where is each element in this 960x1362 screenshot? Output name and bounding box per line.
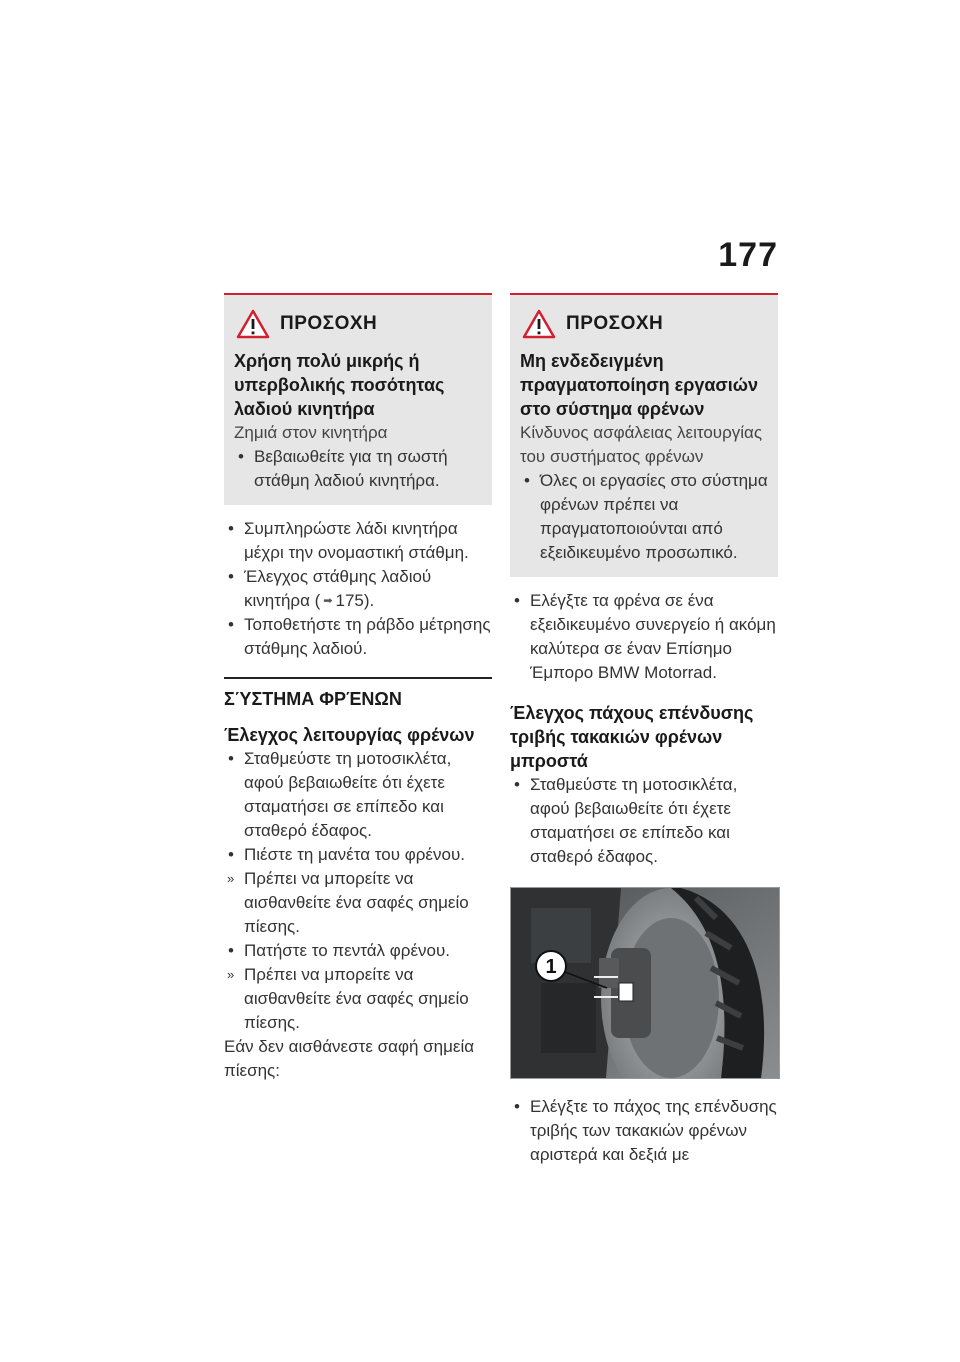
right-column	[510, 293, 778, 1167]
warning-text: Κίνδυνος ασφάλειας λειτουργίας του συστήματος φρένων	[520, 423, 763, 466]
list-item: • Σταθμεύστε τη μοτοσικλέτα, αφού βεβαιωθείτε ότι έχετε σταματήσει σε επίπεδο και σταθερό έδαφος.	[514, 775, 738, 866]
warning-bullet: • Βεβαιωθείτε για τη σωστή στάθμη λαδιού κινητήρα.	[238, 447, 448, 490]
page-reference[interactable]: 175).	[335, 591, 375, 610]
closing-text: Εάν δεν αισθάνεστε σαφή σημεία πίεσης:	[224, 1037, 475, 1080]
page-number: 177	[718, 236, 778, 274]
warning-header	[520, 309, 768, 339]
step-item: • Έλεγχος στάθμης λαδιού κινητήρα ( ➡ 175).	[224, 565, 492, 613]
photo-callout: 1	[545, 956, 557, 978]
brake-pad-photo	[510, 887, 780, 1079]
list-item: • Πατήστε το πεντάλ φρένου.	[228, 941, 451, 960]
warning-box	[510, 293, 778, 577]
warning-header	[234, 309, 482, 339]
warning-label: ΠΡΟΣΟΧΗ	[280, 313, 378, 334]
step-item: • Τοποθετήστε τη ράβδο μέτρησης στάθμης λαδιού.	[228, 615, 491, 658]
warning-triangle-icon	[236, 309, 270, 339]
reference-arrow-icon: ➡	[323, 595, 333, 607]
list-item: • Σταθμεύστε τη μοτοσικλέτα, αφού βεβαιωθείτε ότι έχετε σταματήσει σε επίπεδο και σταθερό έδαφος.	[228, 749, 452, 840]
oil-steps	[224, 517, 492, 661]
warning-bullet: • Όλες οι εργασίες στο σύστημα φρένων πρέπει να πραγματοποιούνται από εξειδικευμένο προσωπικό.	[524, 471, 768, 562]
warning-title: Χρήση πολύ μικρής ή υπερβολικής ποσότητας λαδιού κινητήρα	[234, 351, 445, 419]
warning-box	[224, 293, 492, 505]
warning-text: Ζημιά στον κινητήρα	[234, 423, 388, 442]
section-title: ΣΎΣΤΗΜΑ ΦΡΈΝΩΝ	[224, 677, 492, 711]
list-item: • Ελέγξτε τα φρένα σε ένα εξειδικευμένο συνεργείο ή ακόμη καλύτερα σε έναν Επίσημο Έμπορο BMW Motorrad.	[514, 591, 776, 682]
result-item: » Πρέπει να μπορείτε να αισθανθείτε ένα σαφές σημείο πίεσης.	[227, 869, 469, 936]
result-item: » Πρέπει να μπορείτε να αισθανθείτε ένα σαφές σημείο πίεσης.	[227, 965, 469, 1032]
left-column	[224, 293, 492, 1083]
list-item: • Ελέγξτε το πάχος της επένδυσης τριβής των τακακιών φρένων αριστερά και δεξιά με	[514, 1097, 777, 1164]
warning-title: Μη ενδεδειγμένη πραγματοποίηση εργασιών στο σύστημα φρένων	[520, 351, 758, 419]
step-item: • Συμπληρώστε λάδι κινητήρα μέχρι την ονομαστική στάθμη.	[228, 519, 469, 562]
sub-title: Έλεγχος λειτουργίας φρένων	[224, 725, 475, 745]
list-item: • Πιέστε τη μανέτα του φρένου.	[228, 845, 465, 864]
brake-photo-illustration	[511, 888, 779, 1078]
warning-label: ΠΡΟΣΟΧΗ	[566, 313, 664, 334]
warning-triangle-icon	[522, 309, 556, 339]
sub-title: Έλεγχος πάχους επένδυσης τριβής τακακιών φρένων μπροστά	[510, 703, 754, 771]
